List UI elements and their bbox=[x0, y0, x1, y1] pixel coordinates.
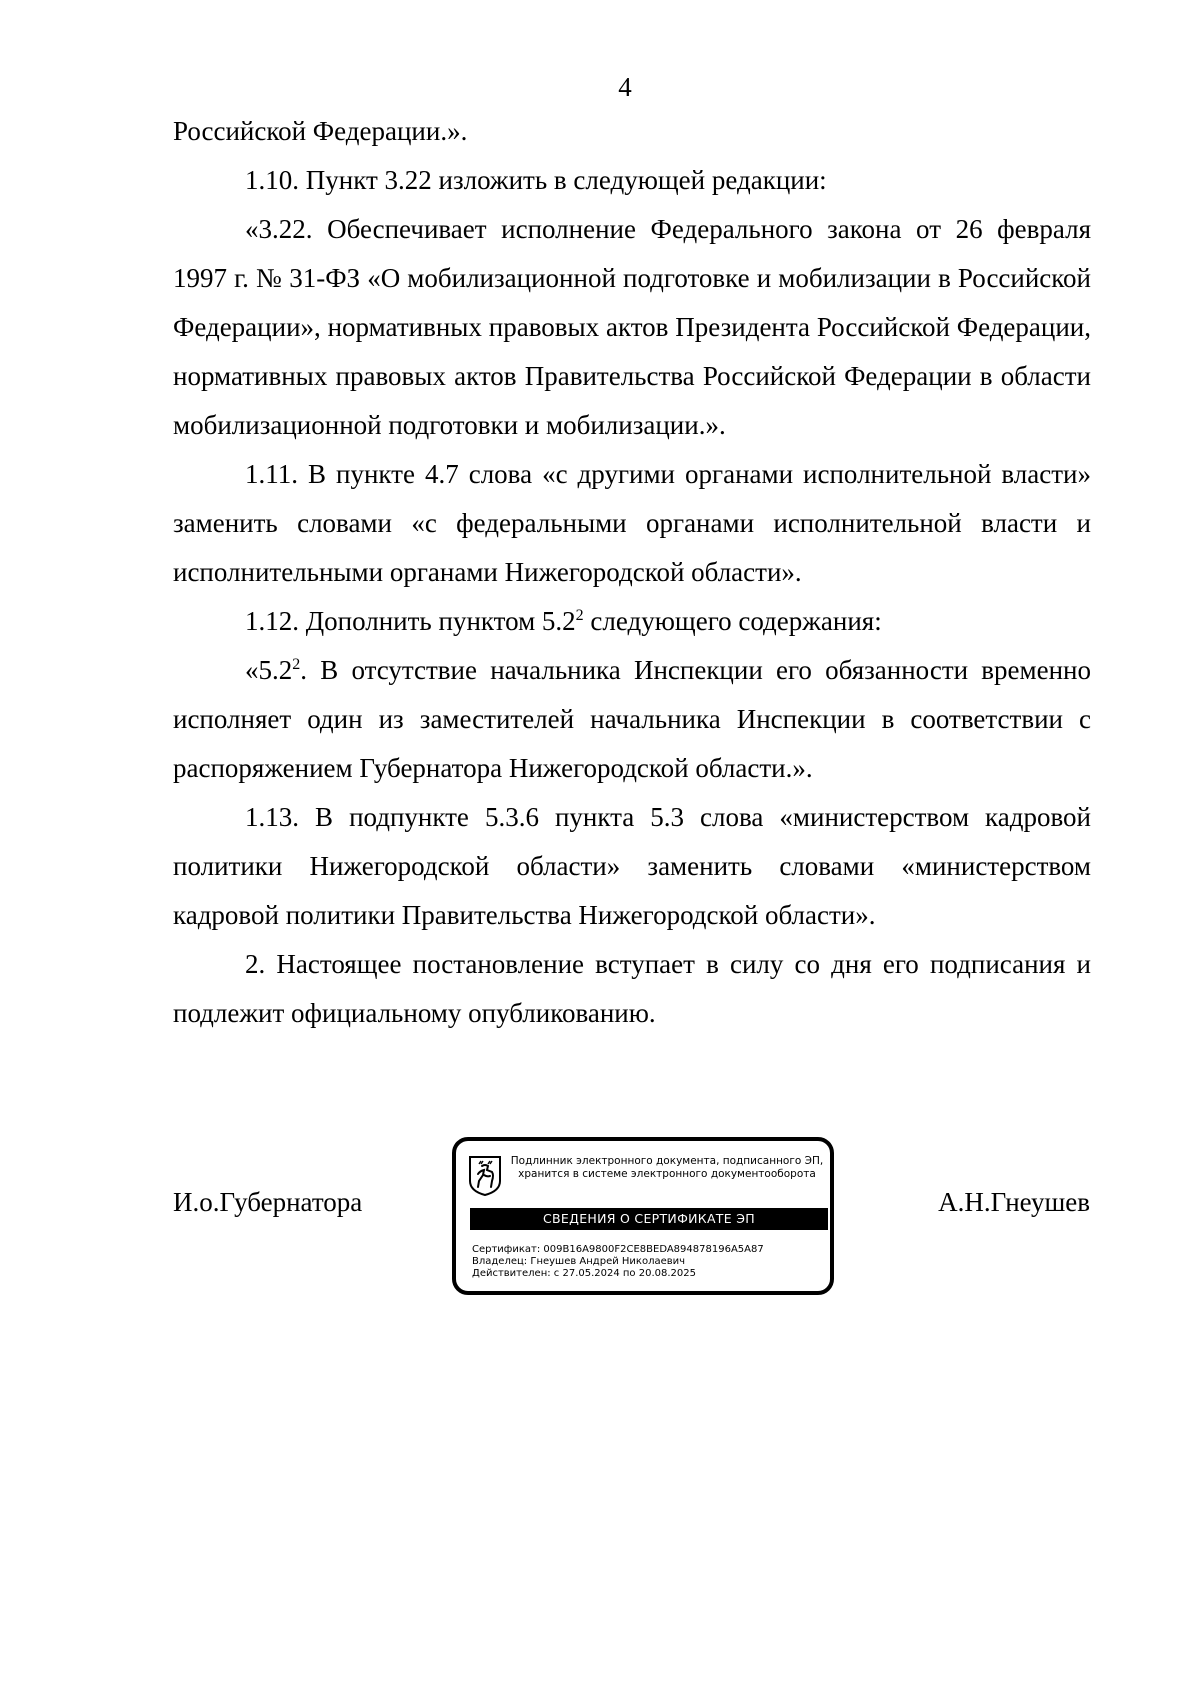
certificate-validity: Действителен: с 27.05.2024 по 20.08.2025 bbox=[472, 1268, 696, 1279]
paragraph: 1.11. В пункте 4.7 слова «с другими органами исполнительной власти» заменить словами «с федеральными органами исполнительной власти и исполнительными органами Нижегородской области». bbox=[173, 459, 1091, 587]
signer-name: А.Н.Гнеушев bbox=[938, 1187, 1090, 1217]
paragraph-text: . В отсутствие начальника Инспекции его обязанности временно исполняет один из заместителей начальника Инспекции в соответствии с распоряжением Губернатора Нижегородской области.». bbox=[173, 655, 1091, 783]
paragraph-text: следующего содержания: bbox=[583, 606, 882, 636]
stamp-details bbox=[472, 1244, 828, 1280]
stamp-certificate-bar: СВЕДЕНИЯ О СЕРТИФИКАТЕ ЭП bbox=[470, 1208, 828, 1230]
stamp-header bbox=[508, 1155, 826, 1181]
stamp-header-line: хранится в системе электронного документооборота bbox=[518, 1168, 816, 1180]
paragraph bbox=[173, 646, 1091, 793]
page-number: 4 bbox=[618, 72, 632, 102]
paragraph: 1.10. Пункт 3.22 изложить в следующей редакции: bbox=[245, 165, 827, 195]
superscript: 2 bbox=[575, 607, 584, 624]
stamp-header-line: Подлинник электронного документа, подписанного ЭП, bbox=[510, 1155, 824, 1167]
paragraph-text: 1.12. Дополнить пунктом 5.2 bbox=[245, 606, 576, 636]
paragraph: 2. Настоящее постановление вступает в силу со дня его подписания и подлежит официальному опубликованию. bbox=[173, 949, 1091, 1028]
paragraph bbox=[173, 597, 1091, 646]
signer-title: И.о.Губернатора bbox=[173, 1187, 363, 1217]
paragraph-text: «5.2 bbox=[245, 655, 293, 685]
paragraph: «3.22. Обеспечивает исполнение Федерального закона от 26 февраля 1997 г. № 31-ФЗ «О мобилизационной подготовке и мобилизации в Российской Федерации», нормативных правовых актов Президента Российской Федерации, нормативных правовых актов Правительства Российской Федерации в области мобилизационной подготовки и мобилизации.». bbox=[173, 214, 1091, 440]
paragraph: 1.13. В подпункте 5.3.6 пункта 5.3 слова «министерством кадровой политики Нижегородской области» заменить словами «министерством кадровой политики Правительства Нижегородской области». bbox=[173, 802, 1091, 930]
document-body bbox=[173, 107, 1091, 1038]
superscript: 2 bbox=[292, 656, 301, 673]
deer-coat-of-arms-icon bbox=[468, 1155, 502, 1197]
certificate-number: Сертификат: 009B16A9800F2CE8BEDA894878196A5A87 bbox=[472, 1244, 764, 1255]
certificate-owner: Владелец: Гнеушев Андрей Николаевич bbox=[472, 1256, 686, 1267]
electronic-signature-stamp bbox=[452, 1137, 834, 1295]
paragraph: Российской Федерации.». bbox=[173, 116, 468, 146]
